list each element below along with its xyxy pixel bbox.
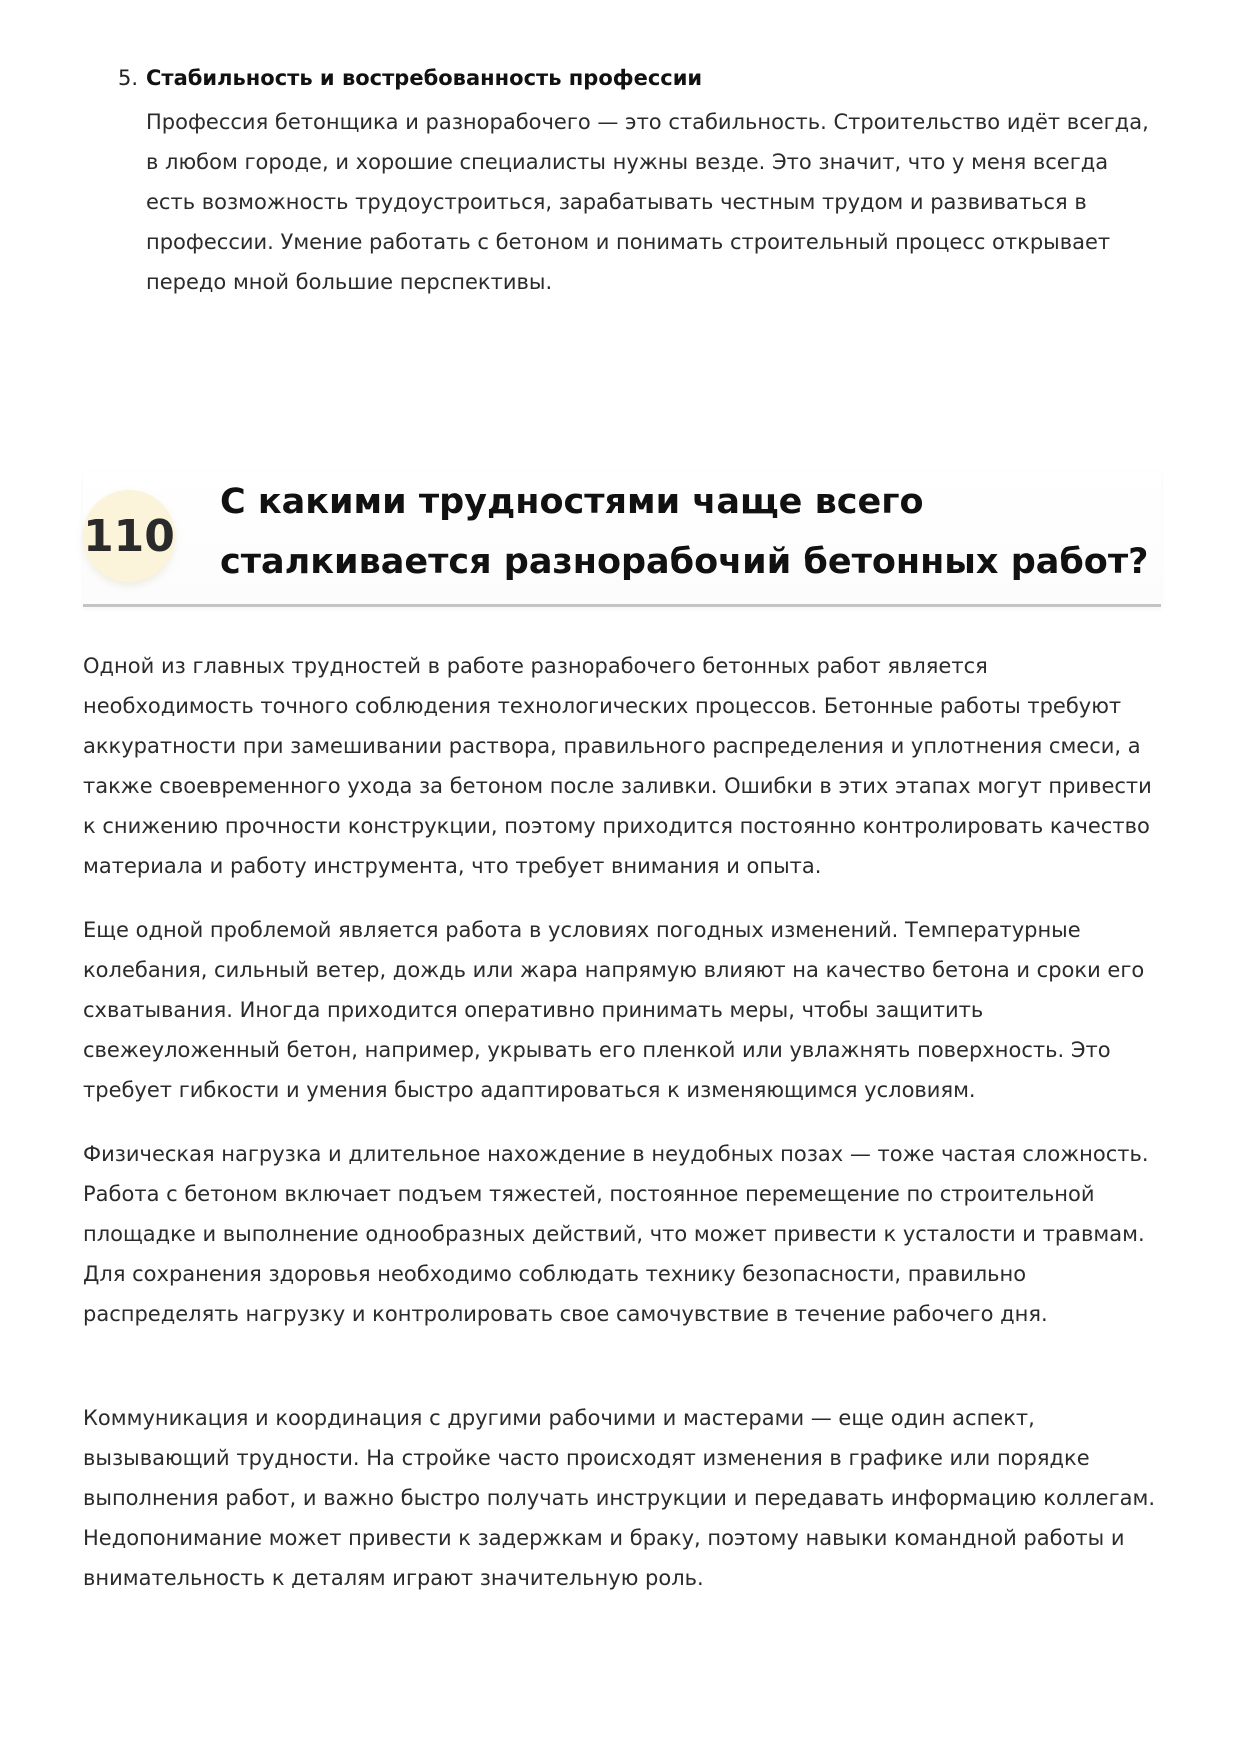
section-title: С какими трудностями чаще всего сталкивается разнорабочий бетонных работ?: [220, 482, 1149, 582]
paragraph-2: Еще одной проблемой является работа в условиях погодных изменений. Температурные колебания, сильный ветер, дождь или жара напрямую влияют на качество бетона и сроки его схватывания. Иногда приходится оперативно принимать меры, чтобы защитить свежеуложенный бетон, например, укрывать его пленкой или увлажнять поверхность. Это требует гибкости и умения быстро адаптироваться к изменяющимся условиям.: [83, 918, 1145, 1102]
paragraph-4: Коммуникация и координация с другими рабочими и мастерами — еще один аспект, вызывающий трудности. На стройке часто происходят изменения в графике или порядке выполнения работ, и важно быстро получать инструкции и передавать информацию коллегам. Недопонимание может привести к задержкам и браку, поэтому навыки командной работы и внимательность к деталям играют значительную роль.: [83, 1406, 1156, 1590]
section-header: [83, 472, 1161, 607]
paragraph-3: Физическая нагрузка и длительное нахождение в неудобных позах — тоже частая сложность. Работа с бетоном включает подъем тяжестей, постоянное перемещение по строительной площадке и выполнение однообразных действий, что может привести к усталости и травмам. Для сохранения здоровья необходимо соблюдать технику безопасности, правильно распределять нагрузку и контролировать свое самочувствие в течение рабочего дня.: [83, 1142, 1149, 1326]
list-item-title: Стабильность и востребованность профессии: [146, 66, 703, 90]
list-item-text: Профессия бетонщика и разнорабочего — это стабильность. Строительство идёт всегда, в любом городе, и хорошие специалисты нужны везде. Это значит, что у меня всегда есть возможность трудоустроиться, зарабатывать честным трудом и развиваться в профессии. Умение работать с бетоном и понимать строительный процесс открывает передо мной большие перспективы.: [146, 110, 1149, 294]
list-item-number: 5.: [118, 66, 139, 90]
question-number-badge: 110: [83, 490, 175, 582]
paragraph-1: Одной из главных трудностей в работе разнорабочего бетонных работ является необходимость точного соблюдения технологических процессов. Бетонные работы требуют аккуратности при замешивании раствора, правильного распределения и уплотнения смеси, а также своевременного ухода за бетоном после заливки. Ошибки в этих этапах могут привести к снижению прочности конструкции, поэтому приходится постоянно контролировать качество материала и работу инструмента, что требует внимания и опыта.: [83, 654, 1152, 878]
